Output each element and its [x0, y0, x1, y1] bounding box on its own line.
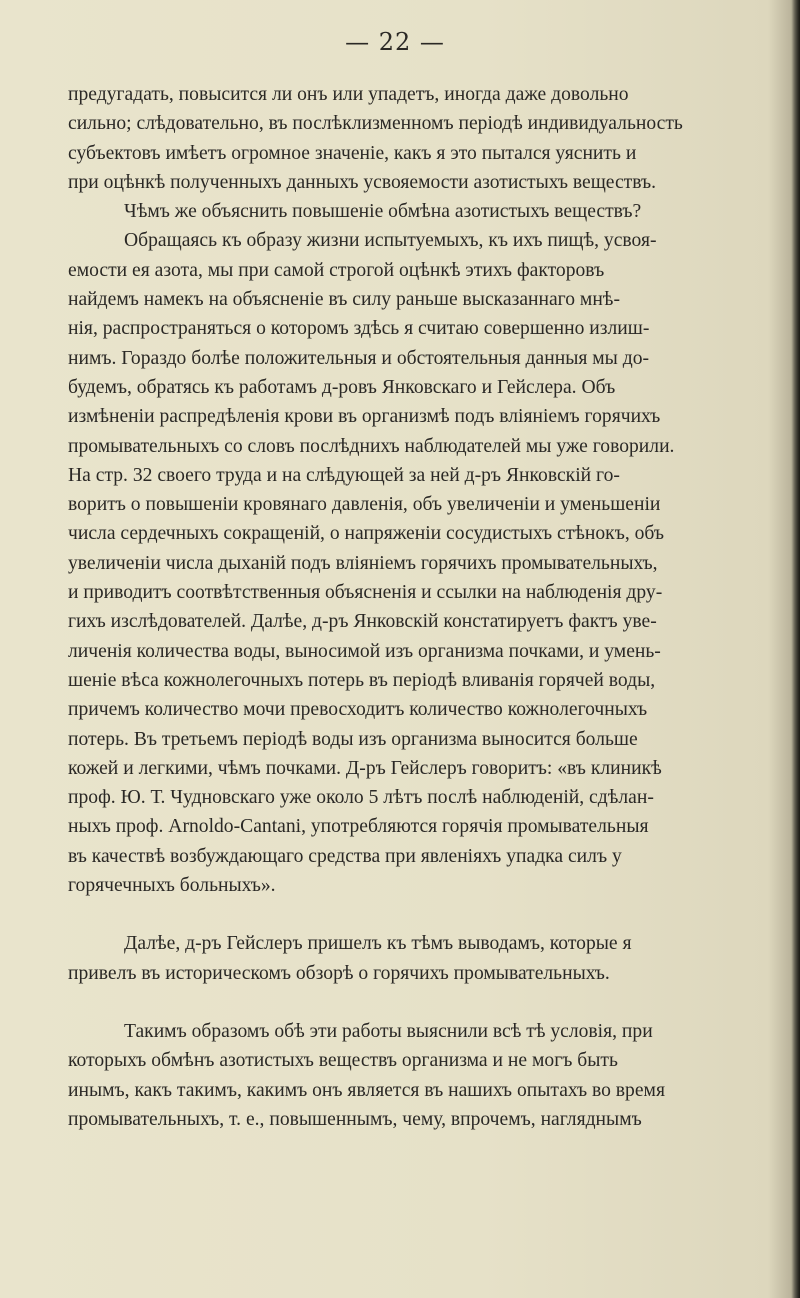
text-line: Далѣе, д-ръ Гейслеръ пришелъ къ тѣмъ выводамъ, которые я [124, 933, 632, 955]
text-line: нимъ. Гораздо болѣе положительныя и обстоятельныя данныя мы до- [68, 347, 650, 369]
text-line: емости ея азота, мы при самой строгой оцѣнкѣ этихъ факторовъ [68, 259, 605, 281]
text-line: потерь. Въ третьемъ періодѣ воды изъ организма выносится больше [68, 728, 638, 750]
paragraph-gap [68, 988, 800, 1017]
text-line: измѣненіи распредѣленія крови въ организмѣ подъ вліяніемъ горячихъ [68, 406, 661, 428]
text-line: субъектовъ имѣетъ огромное значеніе, какъ я это пытался уяснить и [68, 142, 637, 164]
text-line: На стр. 32 своего труда и на слѣдующей за ней д-ръ Янковскій го- [68, 464, 620, 486]
text-line: Обращаясь къ образу жизни испытуемыхъ, къ ихъ пищѣ, усвоя- [124, 230, 657, 252]
text-line: проф. Ю. Т. Чудновскаго уже около 5 лѣтъ послѣ наблюденій, сдѣлан- [68, 787, 654, 809]
text-line: найдемъ намекъ на объясненіе въ силу раньше высказаннаго мнѣ- [68, 289, 620, 311]
paragraph-gap [68, 900, 800, 929]
text-line: Чѣмъ же объяснить повышеніе обмѣна азотистыхъ веществъ? [124, 201, 642, 223]
text-line: числа сердечныхъ сокращеній, о напряженіи сосудистыхъ стѣнокъ, объ [68, 523, 665, 545]
text-line: кожей и легкими, чѣмъ почками. Д-ръ Гейслеръ говоритъ: «въ клиникѣ [68, 757, 662, 779]
text-line: которыхъ обмѣнъ азотистыхъ веществъ организма и не могъ быть [68, 1050, 618, 1072]
page-number: — 22 — [345, 28, 445, 56]
text-line: причемъ количество мочи превосходитъ количество кожнолегочныхъ [68, 699, 648, 721]
page-binding-shadow [791, 0, 800, 1298]
text-line: личенія количества воды, выносимой изъ организма почками, и умень- [68, 640, 661, 662]
text-line: въ качествѣ возбуждающаго средства при явленіяхъ упадка силъ у [68, 845, 622, 867]
paragraph [68, 929, 800, 988]
text-line: гихъ изслѣдователей. Далѣе, д-ръ Янковскій констатируетъ фактъ уве- [68, 611, 657, 633]
paragraph [68, 1017, 800, 1134]
text-line: сильно; слѣдовательно, въ послѣклизменномъ періодѣ индивидуальность [68, 113, 683, 135]
text-line: воритъ о повышеніи кровянаго давленія, объ увеличеніи и уменьшеніи [68, 494, 661, 516]
text-line: шеніе вѣса кожнолегочныхъ потерь въ періодѣ вливанія горячей воды, [68, 669, 656, 691]
body-text [68, 80, 800, 1134]
text-line: привелъ въ историческомъ обзорѣ о горячихъ промывательныхъ. [68, 962, 610, 984]
text-line: увеличеніи числа дыханій подъ вліяніемъ горячихъ промывательныхъ, [68, 552, 658, 574]
text-line: и приводитъ соотвѣтственныя объясненія и ссылки на наблюденія дру- [68, 582, 663, 604]
text-line: инымъ, какъ такимъ, какимъ онъ является въ нашихъ опытахъ во время [68, 1079, 665, 1101]
text-line: Такимъ образомъ обѣ эти работы выяснили всѣ тѣ условія, при [124, 1020, 653, 1042]
text-line: горячечныхъ больныхъ». [68, 875, 276, 897]
paragraph [68, 80, 800, 197]
text-line: предугадать, повысится ли онъ или упадетъ, иногда даже довольно [68, 84, 629, 105]
text-line: будемъ, обратясь къ работамъ д-ровъ Янковскаго и Гейслера. Объ [68, 376, 616, 398]
text-line: промывательныхъ со словъ послѣднихъ наблюдателей мы уже говорили. [68, 435, 675, 457]
paragraph [68, 197, 800, 226]
text-line: ныхъ проф. Arnoldo-Cantani, употребляются горячія промывательныя [68, 816, 649, 838]
text-line: промывательныхъ, т. е., повышеннымъ, чему, впрочемъ, нагляднымъ [68, 1108, 642, 1130]
text-line: нія, распространяться о которомъ здѣсь я считаю совершенно излиш- [68, 318, 650, 340]
paragraph [68, 226, 800, 900]
text-line: при оцѣнкѣ полученныхъ данныхъ усвояемости азотистыхъ веществъ. [68, 171, 657, 193]
